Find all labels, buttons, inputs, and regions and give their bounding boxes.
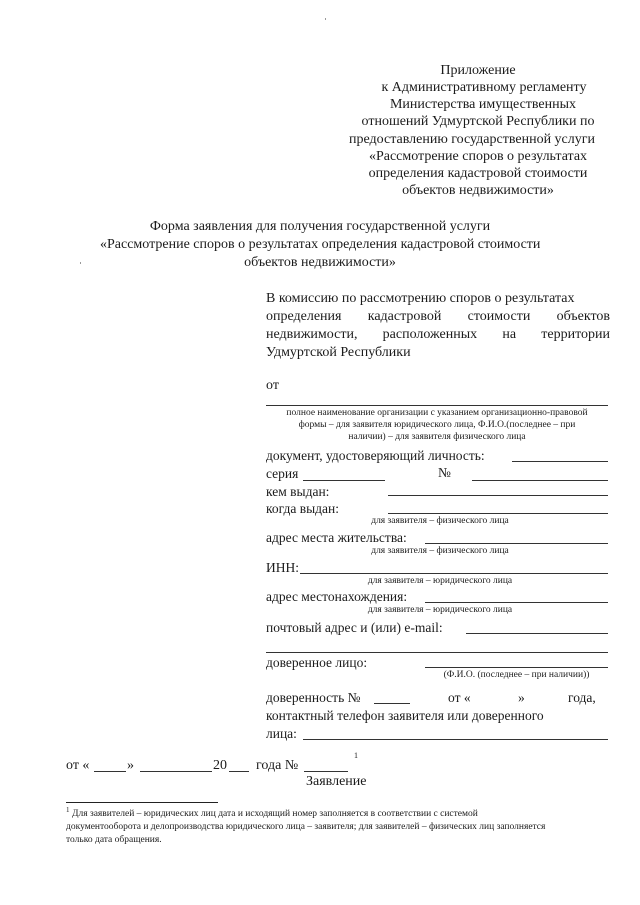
form-title-line: «Рассмотрение споров о результатах определения кадастровой стоимости: [100, 237, 541, 252]
scan-mark: [325, 18, 326, 20]
from-hint: формы – для заявителя юридического лица, Ф.И.О.(последнее – при: [298, 420, 576, 430]
phone-label: контактный телефон заявителя или доверенного: [266, 708, 544, 723]
series-label: серия: [266, 466, 299, 481]
hint-legal: для заявителя – юридического лица: [367, 576, 513, 586]
appendix-line: объектов недвижимости»: [402, 183, 554, 198]
appendix-line: Министерства имущественных: [389, 97, 577, 112]
footnote-line: только дата обращения.: [66, 835, 162, 845]
number-field[interactable]: [472, 480, 608, 481]
addressee-line: недвижимости, расположенных на территории: [266, 327, 610, 342]
inn-label: ИНН:: [266, 560, 299, 575]
location-label: адрес местонахождения:: [266, 589, 408, 604]
residence-field[interactable]: [425, 543, 608, 544]
footnote-mark: 1: [66, 806, 70, 814]
series-field[interactable]: [303, 480, 385, 481]
addressee-line: В комиссию по рассмотрению споров о результатах: [266, 291, 575, 306]
issued-by-label: кем выдан:: [266, 484, 330, 499]
poa-number-field[interactable]: [374, 703, 410, 704]
statement-title: Заявление: [306, 774, 367, 789]
form-title-line: Форма заявления для получения государственной услуги: [149, 219, 491, 234]
postal-label: почтовый адрес и (или) e-mail:: [266, 620, 443, 635]
form-title-line: объектов недвижимости»: [244, 255, 396, 270]
inn-field[interactable]: [300, 573, 608, 574]
appendix-line: отношений Удмуртской Республики по: [361, 114, 595, 129]
residence-label: адрес места жительства:: [266, 530, 407, 545]
from-label: от: [266, 378, 279, 393]
issued-when-field[interactable]: [388, 513, 608, 514]
scan-mark: [80, 262, 81, 264]
postal-field-continued[interactable]: [266, 652, 608, 653]
outgoing-number-field[interactable]: [304, 771, 348, 772]
poa-year-label: года,: [568, 690, 596, 705]
footnote-separator: [66, 802, 218, 803]
date-year-prefix: 20: [213, 758, 227, 773]
appendix-line: «Рассмотрение споров о результатах: [368, 149, 588, 164]
appendix-line: определения кадастровой стоимости: [368, 166, 588, 181]
hint-legal: для заявителя – юридического лица: [367, 605, 513, 615]
proxy-hint: (Ф.И.О. (последнее – при наличии)): [443, 670, 590, 680]
issued-by-field[interactable]: [388, 495, 608, 496]
date-year-label: года №: [256, 758, 299, 773]
poa-close-quote: »: [518, 690, 525, 705]
footnote-ref: 1: [354, 751, 358, 760]
number-label: №: [438, 465, 451, 480]
poa-label: доверенность №: [266, 690, 361, 705]
appendix-line: предоставлению государственной услуги: [349, 132, 595, 147]
date-day-field[interactable]: [94, 771, 126, 772]
appendix-line: Приложение: [440, 63, 516, 78]
proxy-field[interactable]: [425, 667, 608, 668]
date-month-field[interactable]: [140, 771, 212, 772]
issued-when-label: когда выдан:: [266, 501, 340, 516]
id-document-label: документ, удостоверяющий личность:: [266, 448, 485, 463]
phone-label-cont: лица:: [266, 726, 297, 741]
footnote-line: документооборота и делопроизводства юридического лица – заявителя; для заявителей – физических лиц заполняется: [66, 822, 546, 832]
poa-from-label: от «: [448, 690, 471, 705]
appendix-line: к Административному регламенту: [381, 80, 587, 95]
addressee-line: определения кадастровой стоимости объектов: [266, 309, 610, 324]
date-from-label: от «: [66, 758, 90, 773]
date-year-field[interactable]: [229, 771, 249, 772]
proxy-label: доверенное лицо:: [266, 655, 368, 670]
applicant-name-field[interactable]: [266, 405, 608, 406]
hint-individual: для заявителя – физического лица: [371, 516, 509, 526]
hint-individual: для заявителя – физического лица: [371, 546, 509, 556]
from-hint: полное наименование организации с указанием организационно-правовой: [286, 408, 588, 418]
postal-field[interactable]: [466, 633, 608, 634]
location-field[interactable]: [425, 602, 608, 603]
date-close-quote: »: [127, 758, 134, 773]
footnote-line: Для заявителей – юридических лиц дата и исходящий номер заполняется в соответствии с системой: [72, 809, 478, 819]
addressee-line: Удмуртской Республики: [266, 345, 411, 360]
phone-field[interactable]: [303, 739, 608, 740]
from-hint: наличии) – для заявителя физического лица: [348, 432, 526, 442]
id-document-field[interactable]: [512, 461, 608, 462]
